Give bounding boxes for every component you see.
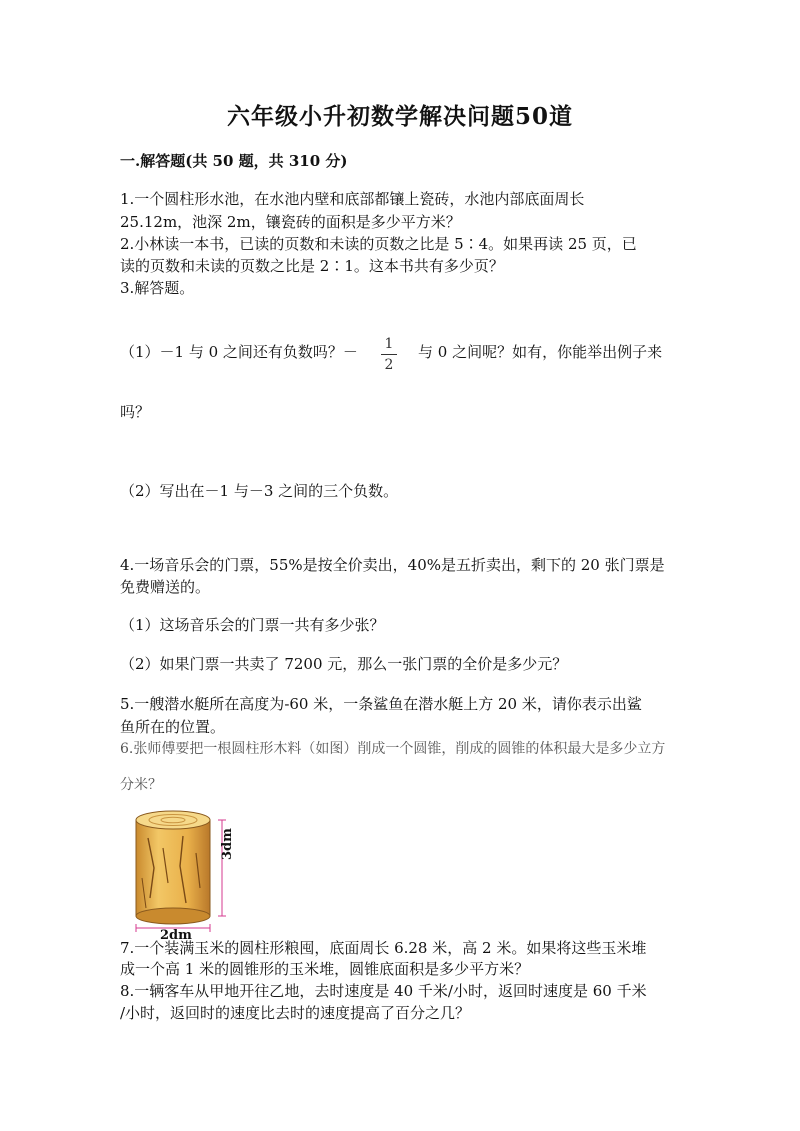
fraction-one-half: [380, 336, 398, 373]
q2-line2: 读的页数和未读的页数之比是 2∶1。这本书共有多少页？: [120, 257, 504, 275]
q4-part1: （1）这场音乐会的门票一共有多少张？: [120, 616, 385, 634]
q5-line2: 鱼所在的位置。: [120, 718, 226, 736]
fraction-numerator: 1: [384, 336, 394, 352]
fraction-denominator: 2: [384, 357, 394, 373]
q6-line2: 分米？: [120, 777, 162, 793]
q8-line2: /小时，返回时的速度比去时的速度提高了百分之几？: [120, 1004, 471, 1022]
figure-height-label: 3dm: [220, 828, 235, 860]
q1-line1: 1.一个圆柱形水池，在水池内壁和底部都镶上瓷砖，水池内部底面周长: [120, 190, 585, 208]
fraction-bar: [381, 354, 397, 355]
q8-line1: 8.一辆客车从甲地开往乙地，去时速度是 40 千米/小时，返回时速度是 60 千米: [120, 982, 647, 1000]
page-title: 六年级小升初数学解决问题50道: [226, 103, 573, 130]
q3-label: 3.解答题。: [120, 279, 195, 297]
q4-line1: 4.一场音乐会的门票，55%是按全价卖出，40%是五折卖出，剩下的 20 张门票是: [120, 556, 665, 574]
q4-line2: 免费赠送的。: [120, 578, 211, 596]
q1-line2: 25.12m，池深 2m，镶瓷砖的面积是多少平方米？: [120, 213, 461, 231]
q4-part2: （2）如果门票一共卖了 7200 元，那么一张门票的全价是多少元？: [120, 655, 568, 673]
q2-line1: 2.小林读一本书，已读的页数和未读的页数之比是 5∶4。如果再读 25 页，已: [120, 235, 637, 253]
q3-part2: （2）写出在－1 与－3 之间的三个负数。: [120, 482, 399, 500]
figure-width-label: 2dm: [160, 928, 192, 943]
q7-line2: 成一个高 1 米的圆锥形的玉米堆，圆锥底面积是多少平方米？: [120, 960, 530, 978]
section-heading: 一.解答题(共 50 题，共 310 分): [120, 152, 348, 170]
q3-part1-cont: 吗？: [120, 403, 151, 421]
q3-part1-after: 与 0 之间呢？如有，你能举出例子来: [418, 343, 663, 361]
q3-part1-before: （1）－1 与 0 之间还有负数吗？－: [120, 343, 358, 361]
q5-line1: 5.一艘潜水艇所在高度为-60 米，一条鲨鱼在潜水艇上方 20 米，请你表示出鲨: [120, 695, 642, 713]
q6-line1: 6.张师傅要把一根圆柱形木料（如图）削成一个圆锥，削成的圆锥的体积最大是多少立方: [120, 741, 666, 757]
q7-line1: 7.一个装满玉米的圆柱形粮囤，底面周长 6.28 米，高 2 米。如果将这些玉米堆: [120, 939, 647, 957]
